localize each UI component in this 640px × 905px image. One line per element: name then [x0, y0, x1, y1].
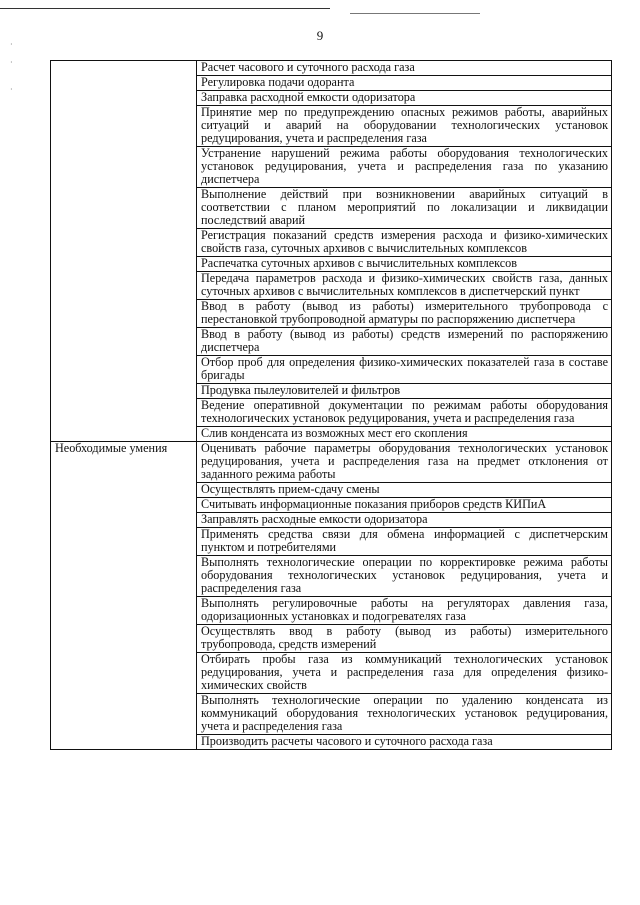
table-cell-item: Выполнять технологические операции по удалению конденсата из коммуникаций оборудования технологических установок редуцирования, учета и распределения газа	[197, 694, 612, 735]
table-cell-item: Регулировка подачи одоранта	[197, 76, 612, 91]
scan-edge-line-short	[350, 13, 480, 14]
table-cell-item: Заправка расходной емкости одоризатора	[197, 91, 612, 106]
table-cell-item: Принятие мер по предупреждению опасных режимов работы, аварийных ситуаций и аварий на оборудовании технологических установок редуцирования, учета и распределения газа	[197, 106, 612, 147]
table-cell-item: Производить расчеты часового и суточного расхода газа	[197, 735, 612, 750]
table-cell-item: Отбор проб для определения физико-химических показателей газа в составе бригады	[197, 356, 612, 384]
page-number: 9	[316, 28, 324, 43]
table-cell-item: Осуществлять ввод в работу (вывод из работы) измерительного трубопровода, средств измерений	[197, 625, 612, 653]
table-cell-item: Осуществлять прием-сдачу смены	[197, 483, 612, 498]
table-cell-item: Ввод в работу (вывод из работы) средств измерений по распоряжению диспетчера	[197, 328, 612, 356]
table-cell-item: Устранение нарушений режима работы оборудования технологических установок редуцирования, учета и распределения газа по указанию диспетчера	[197, 147, 612, 188]
table-row	[51, 61, 612, 76]
table-cell-item: Оценивать рабочие параметры оборудования технологических установок редуцирования, учета и распределения газа на предмет отклонения от заданного режима работы	[197, 442, 612, 483]
table-cell-item: Продувка пылеуловителей и фильтров	[197, 384, 612, 399]
table-cell-item: Передача параметров расхода и физико-химических свойств газа, данных суточных архивов с вычислительных комплексов в диспетчерский пункт	[197, 272, 612, 300]
margin-marks: · · ·	[10, 40, 13, 94]
table-cell-item: Применять средства связи для обмена информацией с диспетчерским пунктом и потребителями	[197, 528, 612, 556]
section-label-cell	[51, 61, 197, 442]
table-cell-item: Слив конденсата из возможных мест его скопления	[197, 427, 612, 442]
table-cell-item: Ведение оперативной документации по режимам работы оборудования технологических установок редуцирования, учета и распределения газа	[197, 399, 612, 427]
table-body	[51, 61, 612, 750]
table-cell-item: Ввод в работу (вывод из работы) измерительного трубопровода с перестановкой трубопроводной арматуры по распоряжению диспетчера	[197, 300, 612, 328]
table-cell-item: Выполнение действий при возникновении аварийных ситуаций в соответствии с планом мероприятий по локализации и ликвидации последствий аварий	[197, 188, 612, 229]
table-cell-item: Отбирать пробы газа из коммуникаций технологических установок редуцирования, учета и распределения газа для определения физико-химических свойств	[197, 653, 612, 694]
table-cell-item: Считывать информационные показания приборов средств КИПиА	[197, 498, 612, 513]
table-cell-item: Регистрация показаний средств измерения расхода и физико-химических свойств газа, суточных архивов с вычислительных комплексов	[197, 229, 612, 257]
table-cell-item: Распечатка суточных архивов с вычислительных комплексов	[197, 257, 612, 272]
table-cell-item: Расчет часового и суточного расхода газа	[197, 61, 612, 76]
table-cell-item: Заправлять расходные емкости одоризатора	[197, 513, 612, 528]
section-label-cell: Необходимые умения	[51, 442, 197, 750]
table-cell-item: Выполнять технологические операции по корректировке режима работы оборудования технологических установок редуцирования, учета и распределения газа	[197, 556, 612, 597]
table-cell-item: Выполнять регулировочные работы на регуляторах давления газа, одоризационных установках и подогревателях газа	[197, 597, 612, 625]
table-row	[51, 442, 612, 483]
scan-edge-line	[0, 8, 330, 9]
job-functions-table	[50, 60, 612, 750]
